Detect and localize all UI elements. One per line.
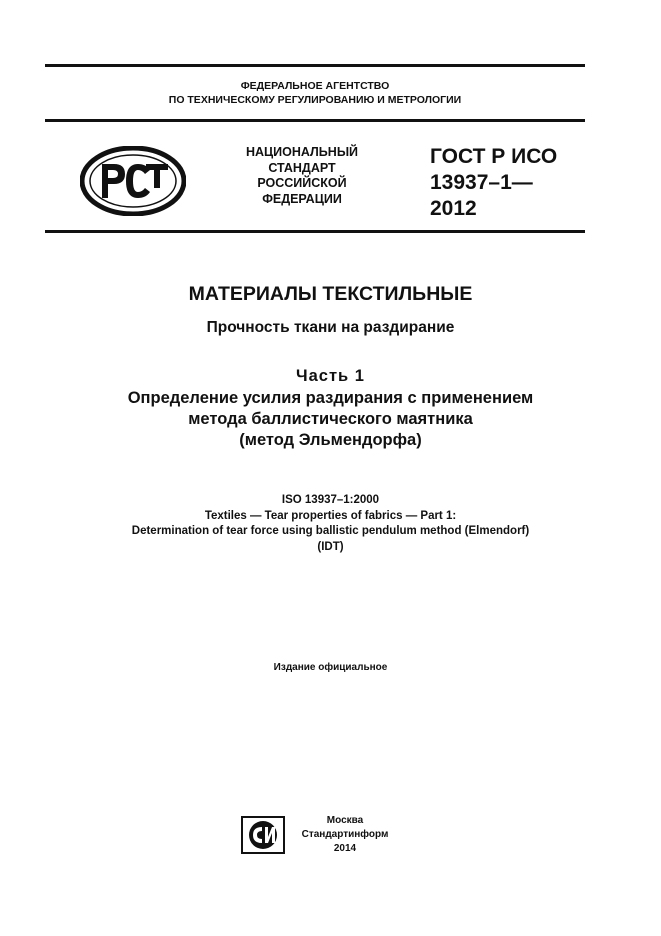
- agency-line-2: ПО ТЕХНИЧЕСКОМУ РЕГУЛИРОВАНИЮ И МЕТРОЛОГИИ: [168, 94, 462, 106]
- designation-line-1: ГОСТ Р ИСО: [430, 145, 558, 168]
- national-standard-label: [222, 145, 382, 207]
- agency-header: [45, 79, 585, 107]
- standard-designation: [430, 144, 590, 222]
- part-title-line-1: Определение усилия раздирания с применением: [127, 389, 534, 407]
- iso-line-3: Determination of tear force using ballistic pendulum method (Elmendorf): [131, 525, 530, 537]
- publisher-year: 2014: [333, 843, 357, 854]
- part-title-line-2: метода баллистического маятника: [188, 410, 473, 428]
- agency-line-1: ФЕДЕРАЛЬНОЕ АГЕНТСТВО: [240, 80, 390, 92]
- official-edition-label: Издание официальное: [273, 662, 388, 673]
- national-standard-line-4: ФЕДЕРАЦИИ: [262, 191, 342, 206]
- part-title: [30, 388, 631, 451]
- top-rule: [45, 64, 585, 67]
- document-title: МАТЕРИАЛЫ ТЕКСТИЛЬНЫЕ: [188, 283, 473, 305]
- designation-line-2: 13937–1—: [430, 171, 533, 194]
- iso-line-2: Textiles — Tear properties of fabrics — Part 1:: [204, 509, 457, 522]
- publisher-name: Стандартинформ: [301, 829, 389, 840]
- standartinform-logo-icon: [241, 816, 285, 854]
- document-subtitle: Прочность ткани на раздирание: [206, 319, 455, 336]
- part-title-line-3: (метод Эльмендорфа): [239, 431, 422, 449]
- rst-logo-icon: [80, 146, 186, 216]
- iso-line-1: ISO 13937–1:2000: [281, 494, 380, 506]
- iso-line-4: (IDT): [317, 540, 344, 553]
- national-standard-line-1: НАЦИОНАЛЬНЫЙ: [245, 145, 359, 159]
- masthead-bottom-rule: [45, 230, 585, 233]
- publisher-city: Москва: [326, 815, 364, 826]
- designation-line-3: 2012: [430, 197, 477, 220]
- publisher-info: [290, 814, 400, 856]
- national-standard-line-2: СТАНДАРТ: [268, 160, 336, 175]
- national-standard-line-3: РОССИЙСКОЙ: [257, 176, 347, 190]
- part-number: Часть 1: [296, 367, 365, 385]
- iso-reference: [30, 493, 631, 555]
- header-rule: [45, 119, 585, 122]
